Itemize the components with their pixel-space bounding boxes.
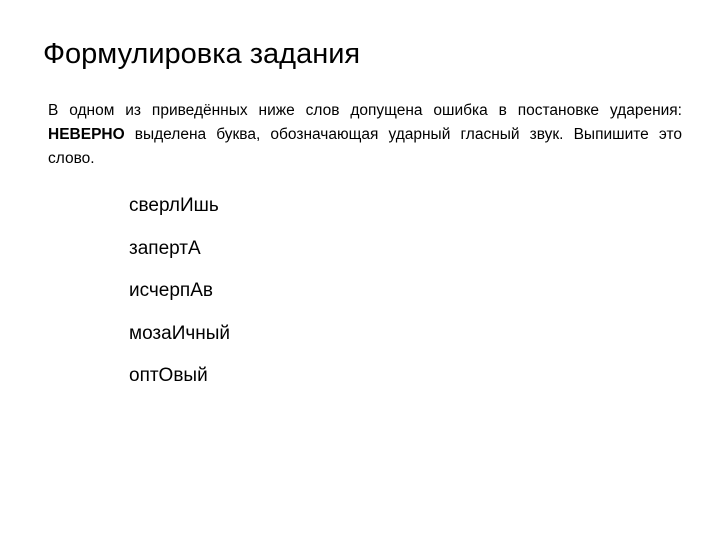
task-text-end: выделена буква, обозначающая ударный гласный звук. Выпишите это слово. — [48, 126, 682, 167]
task-emphasis: НЕВЕРНО — [48, 126, 125, 143]
word-list — [129, 194, 230, 407]
word-item: мозаИчный — [129, 322, 231, 344]
word-item: исчерпАв — [129, 280, 213, 301]
slide-title: Формулировка задания — [43, 38, 361, 70]
word-item: запертА — [129, 237, 201, 259]
word-item: оптОвый — [129, 365, 208, 386]
task-instructions — [48, 99, 682, 171]
word-item: сверлИшь — [129, 195, 219, 216]
task-text-start: В одном из приведённых ниже слов допущена ошибка в постановке ударения: — [48, 102, 682, 119]
